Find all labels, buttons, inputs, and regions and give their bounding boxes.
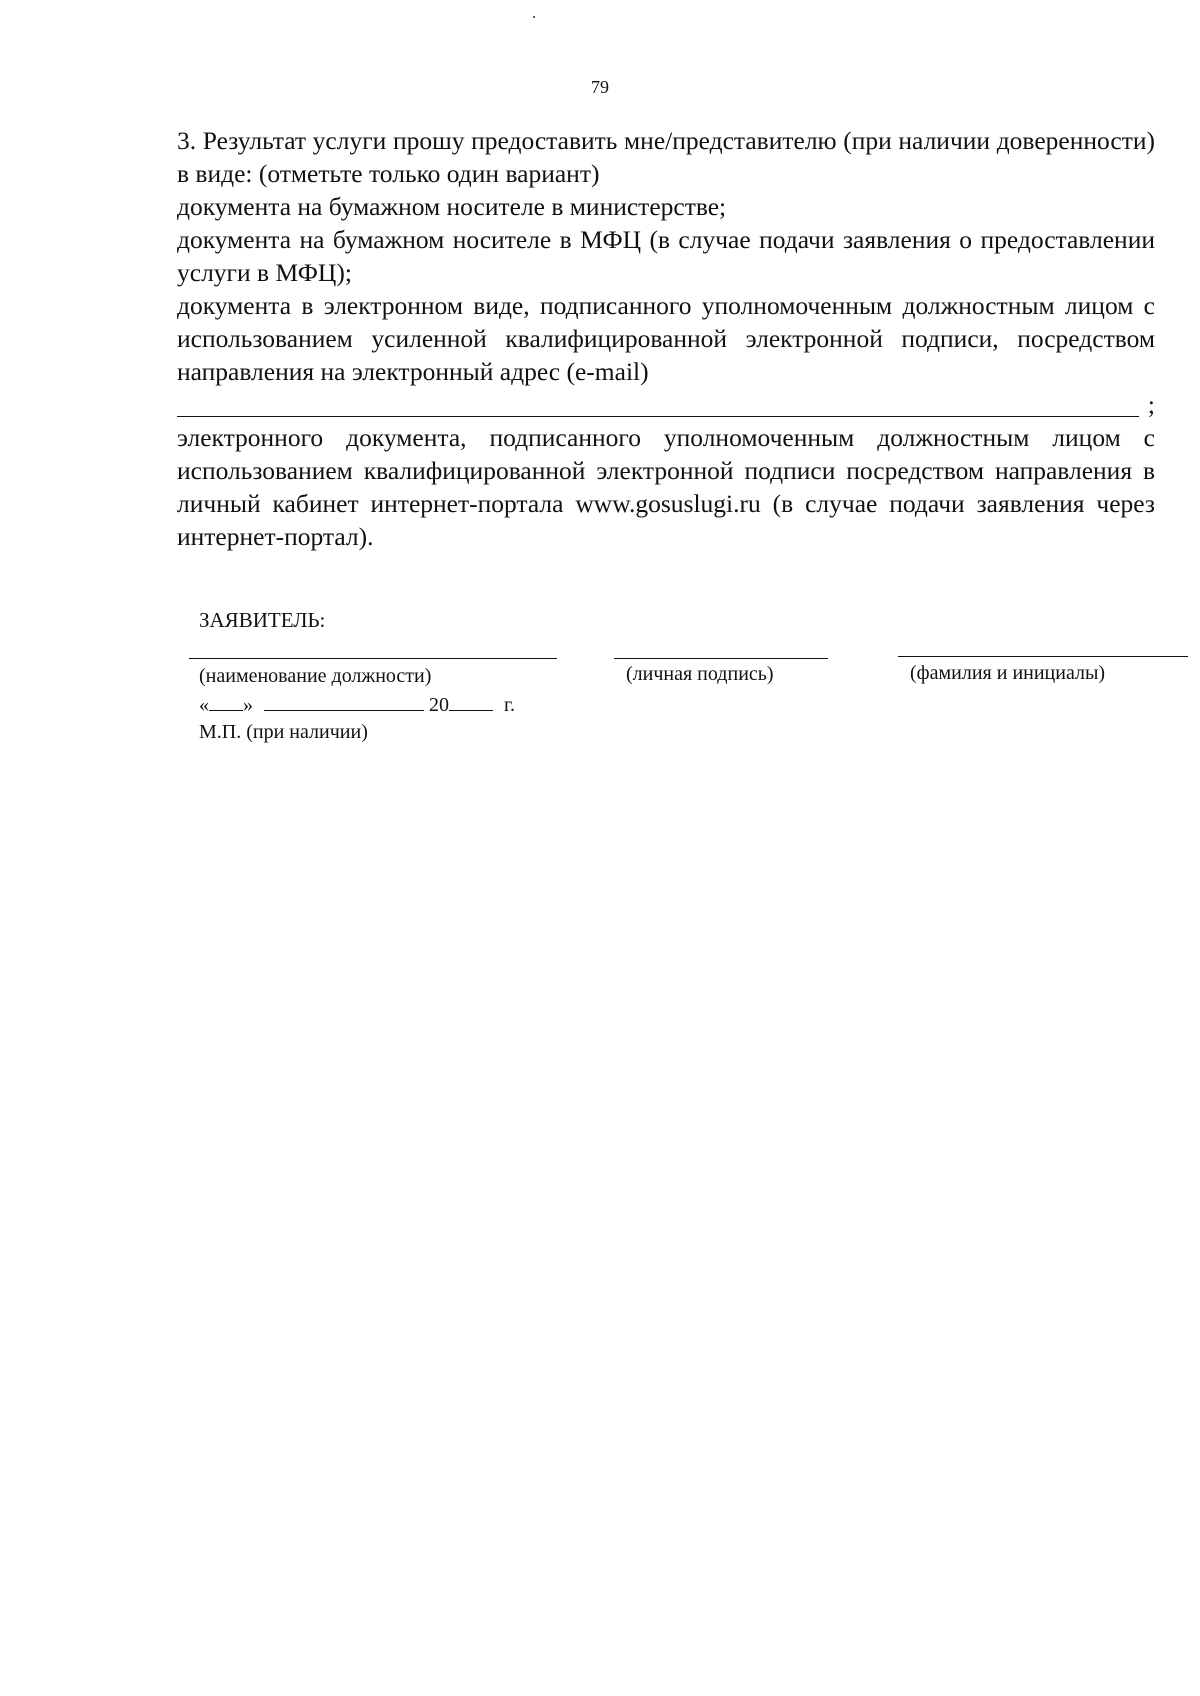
date-line bbox=[199, 692, 515, 717]
position-field-line[interactable] bbox=[189, 658, 557, 659]
scan-speck bbox=[533, 16, 535, 18]
stamp-note: М.П. (при наличии) bbox=[199, 721, 368, 743]
document-body bbox=[177, 124, 1155, 553]
option-electronic-email: документа в электронном виде, подписанного уполномоченным должностным лицом с использованием усиленной квалифицированной электронной подписи, посредством направления на электронный адрес (e-mail) bbox=[177, 291, 1155, 386]
page-number: 79 bbox=[591, 77, 609, 97]
position-caption: (наименование должности) bbox=[199, 665, 432, 687]
date-close-quote: » bbox=[243, 694, 253, 716]
date-day-field[interactable] bbox=[209, 692, 243, 711]
date-year-field[interactable] bbox=[449, 692, 493, 711]
email-line-end: ; bbox=[1147, 390, 1155, 419]
signature-caption: (личная подпись) bbox=[626, 663, 774, 685]
date-open-quote: « bbox=[199, 694, 209, 716]
email-underline bbox=[177, 416, 1139, 417]
option-electronic-portal: электронного документа, подписанного уполномоченным должностным лицом с использованием квалифицированной электронной подписи посредством направления в личный кабинет интернет-портала www.gosuslugi.ru (в случае подачи заявления через интернет-портал). bbox=[177, 423, 1155, 551]
signature-field-line[interactable] bbox=[614, 658, 828, 659]
applicant-label: ЗАЯВИТЕЛЬ: bbox=[199, 608, 326, 632]
option-paper-mfc: документа на бумажном носителе в МФЦ (в случае подачи заявления о предоставлении услуги в МФЦ); bbox=[177, 225, 1155, 287]
date-year-prefix: 20 bbox=[429, 694, 449, 716]
name-field-line[interactable] bbox=[898, 656, 1188, 657]
email-address-field[interactable] bbox=[177, 388, 1155, 421]
option-paper-ministry: документа на бумажном носителе в министерстве; bbox=[177, 192, 727, 221]
date-month-field[interactable] bbox=[264, 692, 424, 711]
paragraph-result-request: 3. Результат услуги прошу предоставить мне/представителю (при наличии доверенности) в виде: (отметьте только один вариант) bbox=[177, 126, 1155, 188]
date-year-suffix: г. bbox=[504, 694, 515, 716]
name-caption: (фамилия и инициалы) bbox=[910, 662, 1106, 684]
